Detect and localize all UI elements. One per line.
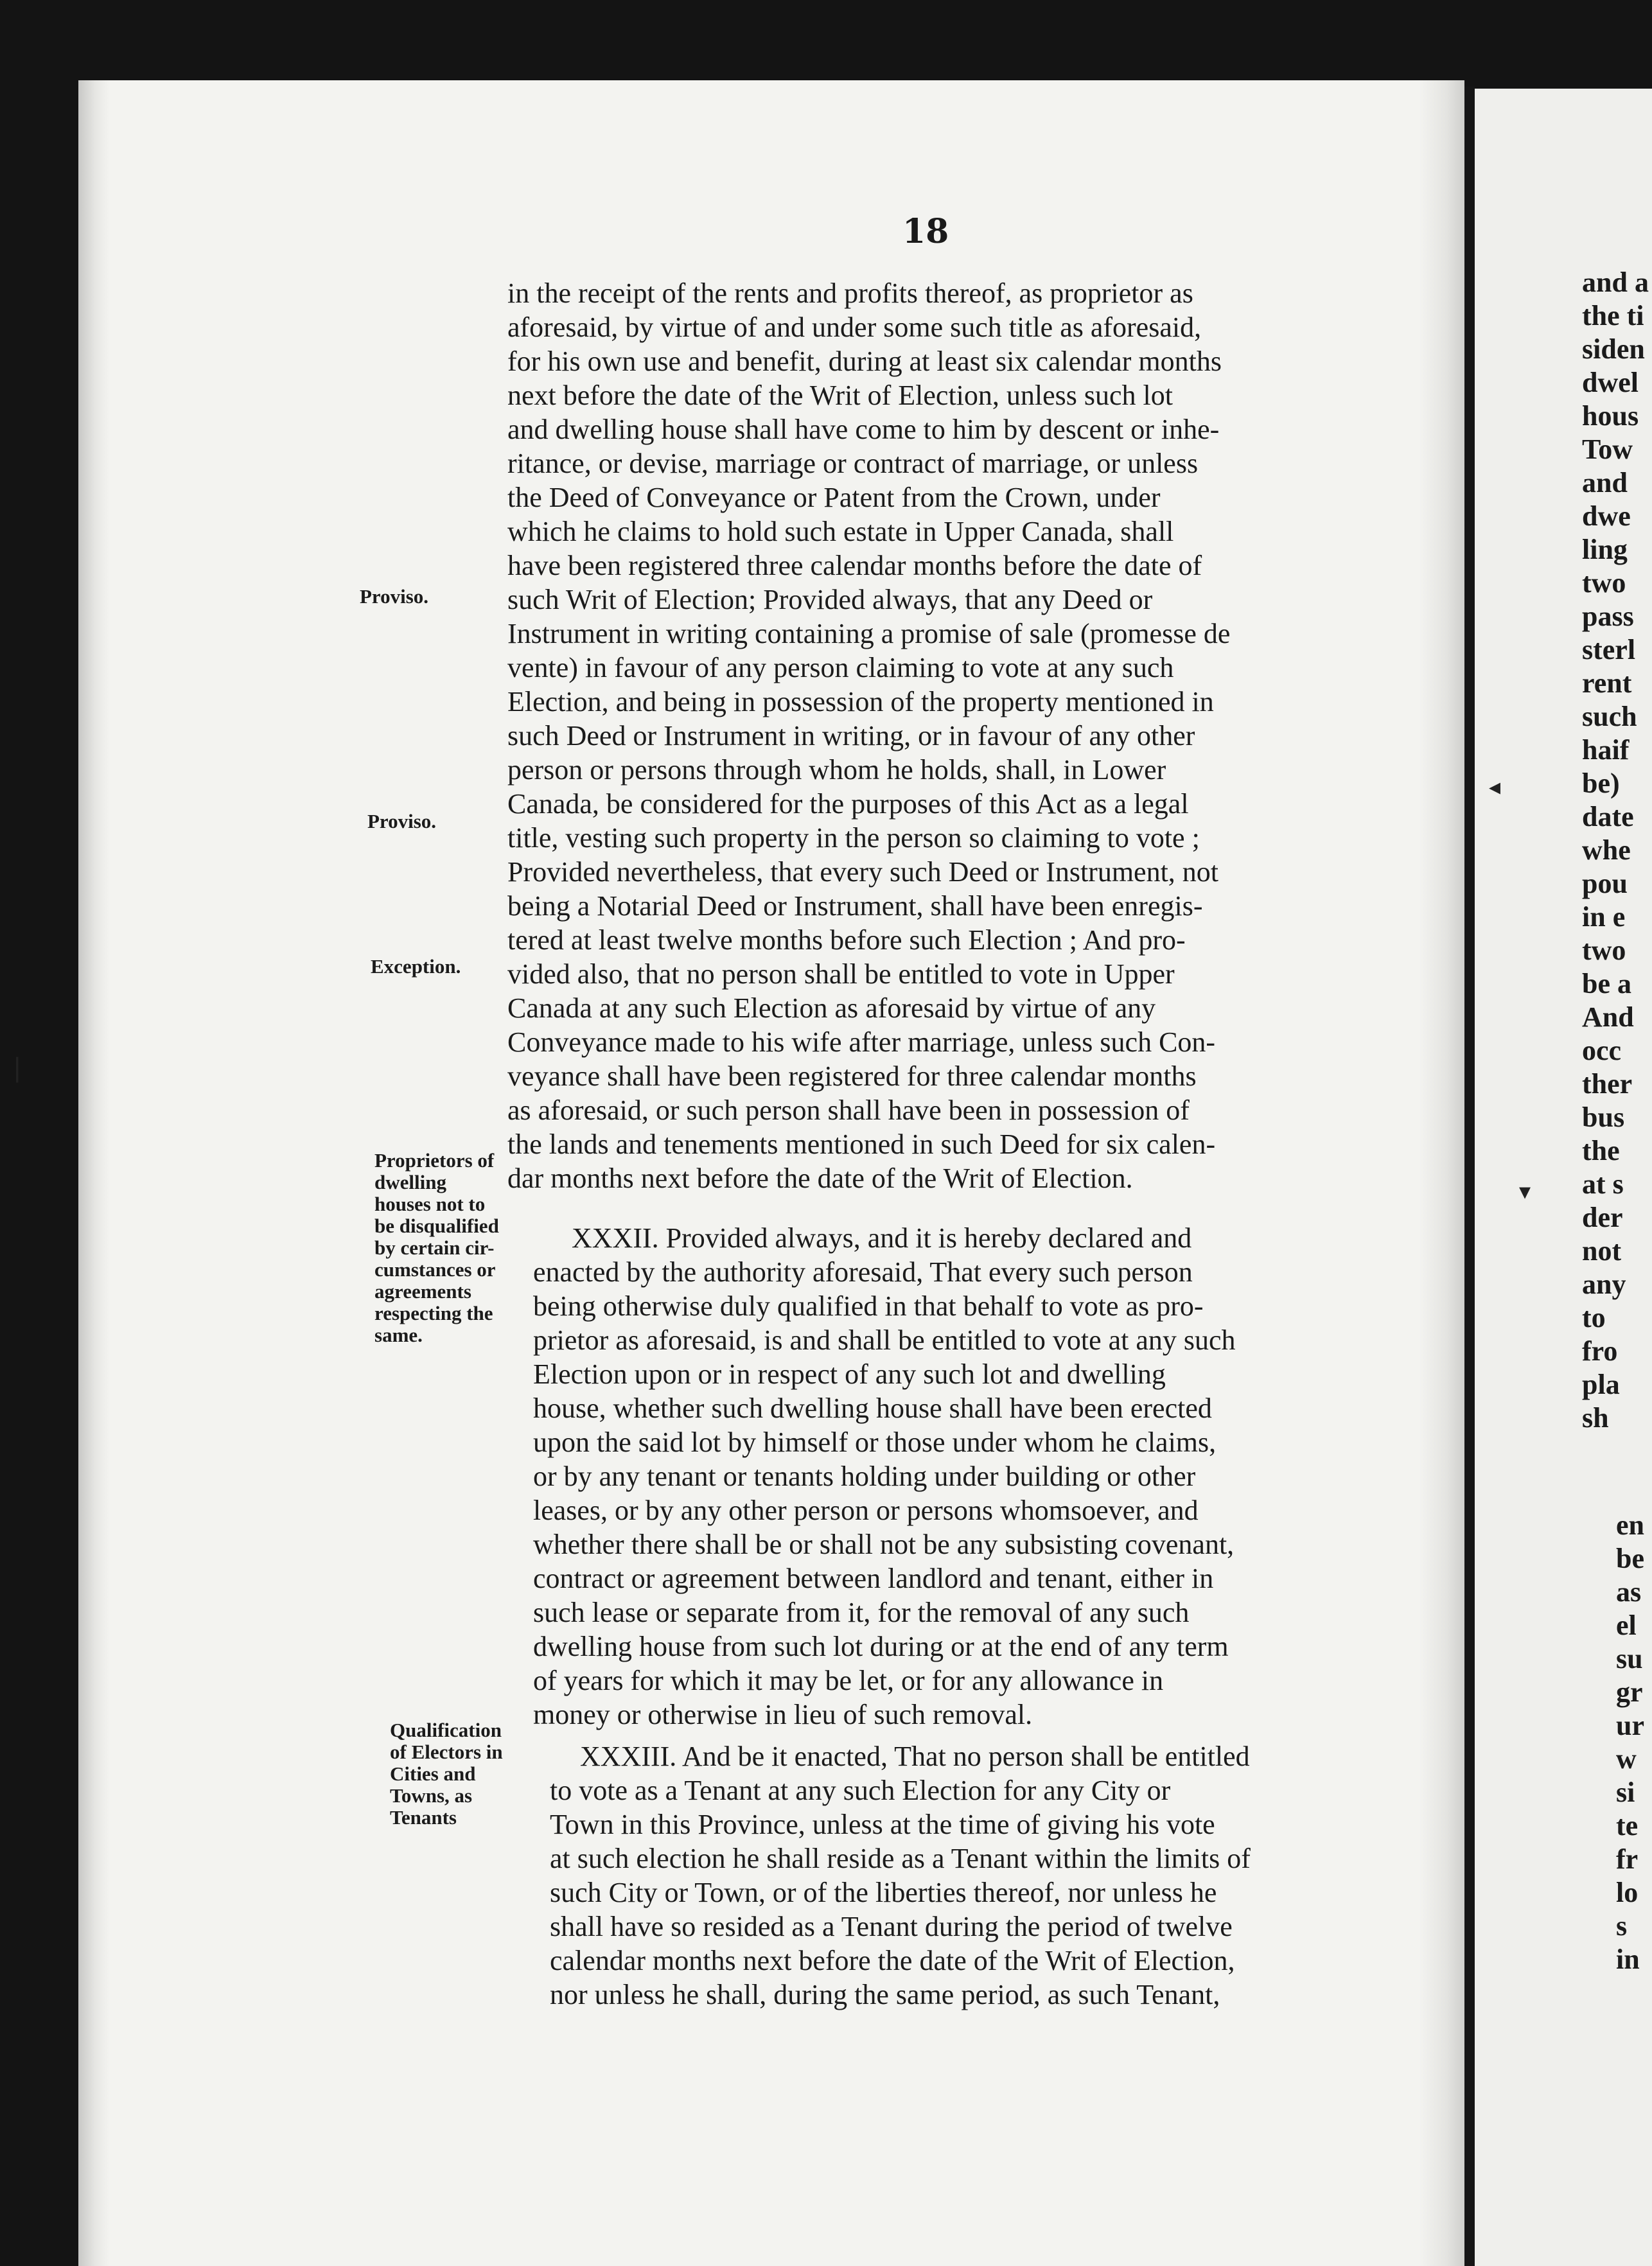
body-line: Canada, be considered for the purposes of this Act as a legal <box>507 788 1189 820</box>
right-page-line: the ti <box>1582 300 1644 331</box>
body-line: next before the date of the Writ of Election, unless such lot <box>507 380 1173 411</box>
body-line: upon the said lot by himself or those under whom he claims, <box>533 1427 1217 1458</box>
margin-note-exception: Exception. <box>371 955 461 978</box>
body-line: as aforesaid, or such person shall have been in possession of <box>507 1094 1190 1126</box>
body-line: XXXII. Provided always, and it is hereby declared and <box>572 1222 1192 1254</box>
right-page-line: ling <box>1582 534 1628 565</box>
right-page-line: lo <box>1616 1877 1639 1908</box>
body-line: calendar months next before the date of the Writ of Election, <box>550 1945 1235 1976</box>
right-page-line: der <box>1582 1202 1623 1233</box>
right-page-line: fr <box>1616 1843 1639 1875</box>
body-line: and dwelling house shall have come to him by descent or inhe- <box>507 414 1220 445</box>
body-line: veyance shall have been registered for three calendar months <box>507 1060 1197 1092</box>
margin-note-line: houses not to <box>374 1193 486 1215</box>
body-line: the lands and tenements mentioned in such Deed for six calen- <box>507 1129 1216 1160</box>
body-line: house, whether such dwelling house shall have been erected <box>533 1392 1212 1424</box>
right-page-line: to <box>1582 1302 1606 1333</box>
right-page-line: be) <box>1582 768 1620 799</box>
right-page-line: bus <box>1582 1102 1625 1133</box>
margin-note-proviso-1: Proviso. <box>360 585 429 608</box>
margin-note-line: of Electors in <box>390 1741 503 1763</box>
body-line: at such election he shall reside as a Tenant within the limits of <box>550 1843 1251 1874</box>
body-line: Town in this Province, unless at the time of giving his vote <box>550 1809 1215 1840</box>
page-number: 18 <box>902 212 949 251</box>
right-page-line: pass <box>1582 601 1634 632</box>
body-line: such lease or separate from it, for the removal of any such <box>533 1597 1190 1628</box>
margin-note-line: same. <box>374 1324 423 1346</box>
right-page-line: el <box>1616 1610 1637 1641</box>
right-page-line: pla <box>1582 1369 1620 1400</box>
body-line: of years for which it may be let, or for any allowance in <box>533 1665 1164 1696</box>
right-page-line: such <box>1582 701 1637 732</box>
right-page-line: hous <box>1582 400 1639 432</box>
body-line: XXXIII. And be it enacted, That no person shall be entitled <box>580 1741 1250 1772</box>
body-line: or by any tenant or tenants holding under building or other <box>533 1461 1196 1492</box>
body-line: tered at least twelve months before such Election ; And pro- <box>507 924 1186 956</box>
right-page-line: as <box>1616 1576 1642 1608</box>
right-page-line: date <box>1582 801 1634 832</box>
body-line: prietor as aforesaid, is and shall be entitled to vote at any such <box>533 1324 1236 1356</box>
page-edge-shadow <box>1419 80 1464 2266</box>
right-page-line: two <box>1582 935 1626 966</box>
right-page-line: sh <box>1582 1402 1609 1434</box>
body-line: in the receipt of the rents and profits thereof, as proprietor as <box>507 277 1193 309</box>
body-line: whether there shall be or shall not be any subsisting covenant, <box>533 1529 1235 1560</box>
scan-speck-mark: ❘ <box>6 1053 28 1083</box>
right-page-line: And <box>1582 1001 1634 1033</box>
body-line: dwelling house from such lot during or at the end of any term <box>533 1631 1229 1662</box>
body-line: leases, or by any other person or persons whomsoever, and <box>533 1495 1199 1526</box>
right-page-line: pou <box>1582 868 1628 899</box>
body-line: to vote as a Tenant at any such Election for any City or <box>550 1775 1171 1806</box>
right-page-line: whe <box>1582 834 1631 866</box>
margin-note-line: Tenants <box>390 1806 457 1829</box>
margin-note-line: Towns, as <box>390 1784 473 1807</box>
right-page-line: in <box>1616 1944 1640 1975</box>
margin-note-proviso-2: Proviso. <box>367 810 437 832</box>
right-page-line: si <box>1616 1777 1635 1808</box>
right-page-line: su <box>1616 1643 1643 1674</box>
right-page-line: w <box>1616 1743 1637 1775</box>
margin-note-line: Cities and <box>390 1762 476 1785</box>
body-line: contract or agreement between landlord and tenant, either in <box>533 1563 1214 1594</box>
right-page-line: rent <box>1582 667 1632 699</box>
body-line: shall have so resided as a Tenant during the period of twelve <box>550 1911 1233 1942</box>
body-line: vided also, that no person shall be entitled to vote in Upper <box>507 958 1175 990</box>
book-gutter <box>1464 87 1475 2266</box>
right-page-line: at s <box>1582 1168 1624 1200</box>
right-page-line: te <box>1616 1810 1639 1841</box>
body-line: vente) in favour of any person claiming to vote at any such <box>507 652 1174 683</box>
right-page-line: s <box>1616 1910 1628 1942</box>
body-line: the Deed of Conveyance or Patent from the Crown, under <box>507 482 1161 513</box>
right-page-line: any <box>1582 1269 1626 1300</box>
scan-speck-mark: ▾ <box>1519 1179 1531 1205</box>
page-binding-shadow <box>78 80 109 2266</box>
right-page-line: ther <box>1582 1068 1633 1100</box>
body-line: aforesaid, by virtue of and under some such title as aforesaid, <box>507 312 1202 343</box>
scan-speck-mark: ◂ <box>1489 774 1501 800</box>
body-line: dar months next before the date of the Writ of Election. <box>507 1163 1133 1194</box>
body-line: which he claims to hold such estate in Upper Canada, shall <box>507 516 1174 547</box>
right-page-line: siden <box>1582 333 1645 365</box>
right-page-line: in e <box>1582 901 1626 933</box>
margin-note-line: Proprietors of <box>374 1149 495 1172</box>
right-page-line: be a <box>1582 968 1631 999</box>
right-page-line: en <box>1616 1509 1644 1541</box>
right-page-line: and <box>1582 467 1628 498</box>
right-page-line: gr <box>1616 1676 1643 1708</box>
right-page-line: ur <box>1616 1710 1644 1741</box>
body-line: such Deed or Instrument in writing, or in favour of any other <box>507 720 1195 751</box>
right-page-line: fro <box>1582 1335 1618 1367</box>
margin-note-line: be disqualified <box>374 1215 499 1237</box>
body-line: Election upon or in respect of any such lot and dwelling <box>533 1358 1166 1390</box>
right-page-line: Tow <box>1582 434 1633 465</box>
body-line: being a Notarial Deed or Instrument, shall have been enregis- <box>507 890 1203 922</box>
body-line: being otherwise duly qualified in that behalf to vote as pro- <box>533 1290 1204 1322</box>
margin-note-qualification <box>390 1719 503 1829</box>
right-page-line: dwe <box>1582 500 1631 532</box>
margin-note-line: agreements <box>374 1280 471 1303</box>
right-page-line: and a <box>1582 267 1649 298</box>
margin-note-line: by certain cir- <box>374 1236 495 1259</box>
right-page-line: be <box>1616 1543 1644 1574</box>
body-line: Canada at any such Election as aforesaid by virtue of any <box>507 992 1156 1024</box>
body-line: title, vesting such property in the person so claiming to vote ; <box>507 822 1200 854</box>
margin-note-line: Qualification <box>390 1719 502 1741</box>
margin-note-line: cumstances or <box>374 1258 496 1281</box>
body-line: have been registered three calendar months before the date of <box>507 550 1202 581</box>
margin-note-proprietors <box>374 1150 499 1346</box>
body-line: such Writ of Election; Provided always, that any Deed or <box>507 584 1153 615</box>
body-line: Provided nevertheless, that every such Deed or Instrument, not <box>507 856 1219 888</box>
right-page-line: occ <box>1582 1035 1622 1066</box>
body-line: person or persons through whom he holds, shall, in Lower <box>507 754 1166 786</box>
body-line: Conveyance made to his wife after marriage, unless such Con- <box>507 1026 1216 1058</box>
right-page-line: the <box>1582 1135 1620 1166</box>
body-line: enacted by the authority aforesaid, That every such person <box>533 1256 1193 1288</box>
margin-note-line: dwelling <box>374 1171 446 1193</box>
body-line: ritance, or devise, marriage or contract of marriage, or unless <box>507 448 1199 479</box>
body-line: Instrument in writing containing a promise of sale (promesse de <box>507 618 1231 649</box>
margin-note-line: respecting the <box>374 1302 493 1324</box>
right-page-line: not <box>1582 1235 1622 1267</box>
right-page-line: dwel <box>1582 367 1639 398</box>
body-line: Election, and being in possession of the property mentioned in <box>507 686 1214 717</box>
body-line: such City or Town, or of the liberties thereof, nor unless he <box>550 1877 1217 1908</box>
body-line: money or otherwise in lieu of such removal. <box>533 1699 1033 1730</box>
body-line: nor unless he shall, during the same period, as such Tenant, <box>550 1979 1220 2010</box>
right-page-line: sterl <box>1582 634 1636 665</box>
body-line: for his own use and benefit, during at least six calendar months <box>507 346 1222 377</box>
right-page-line: two <box>1582 567 1626 599</box>
right-page-line: haif <box>1582 734 1630 766</box>
